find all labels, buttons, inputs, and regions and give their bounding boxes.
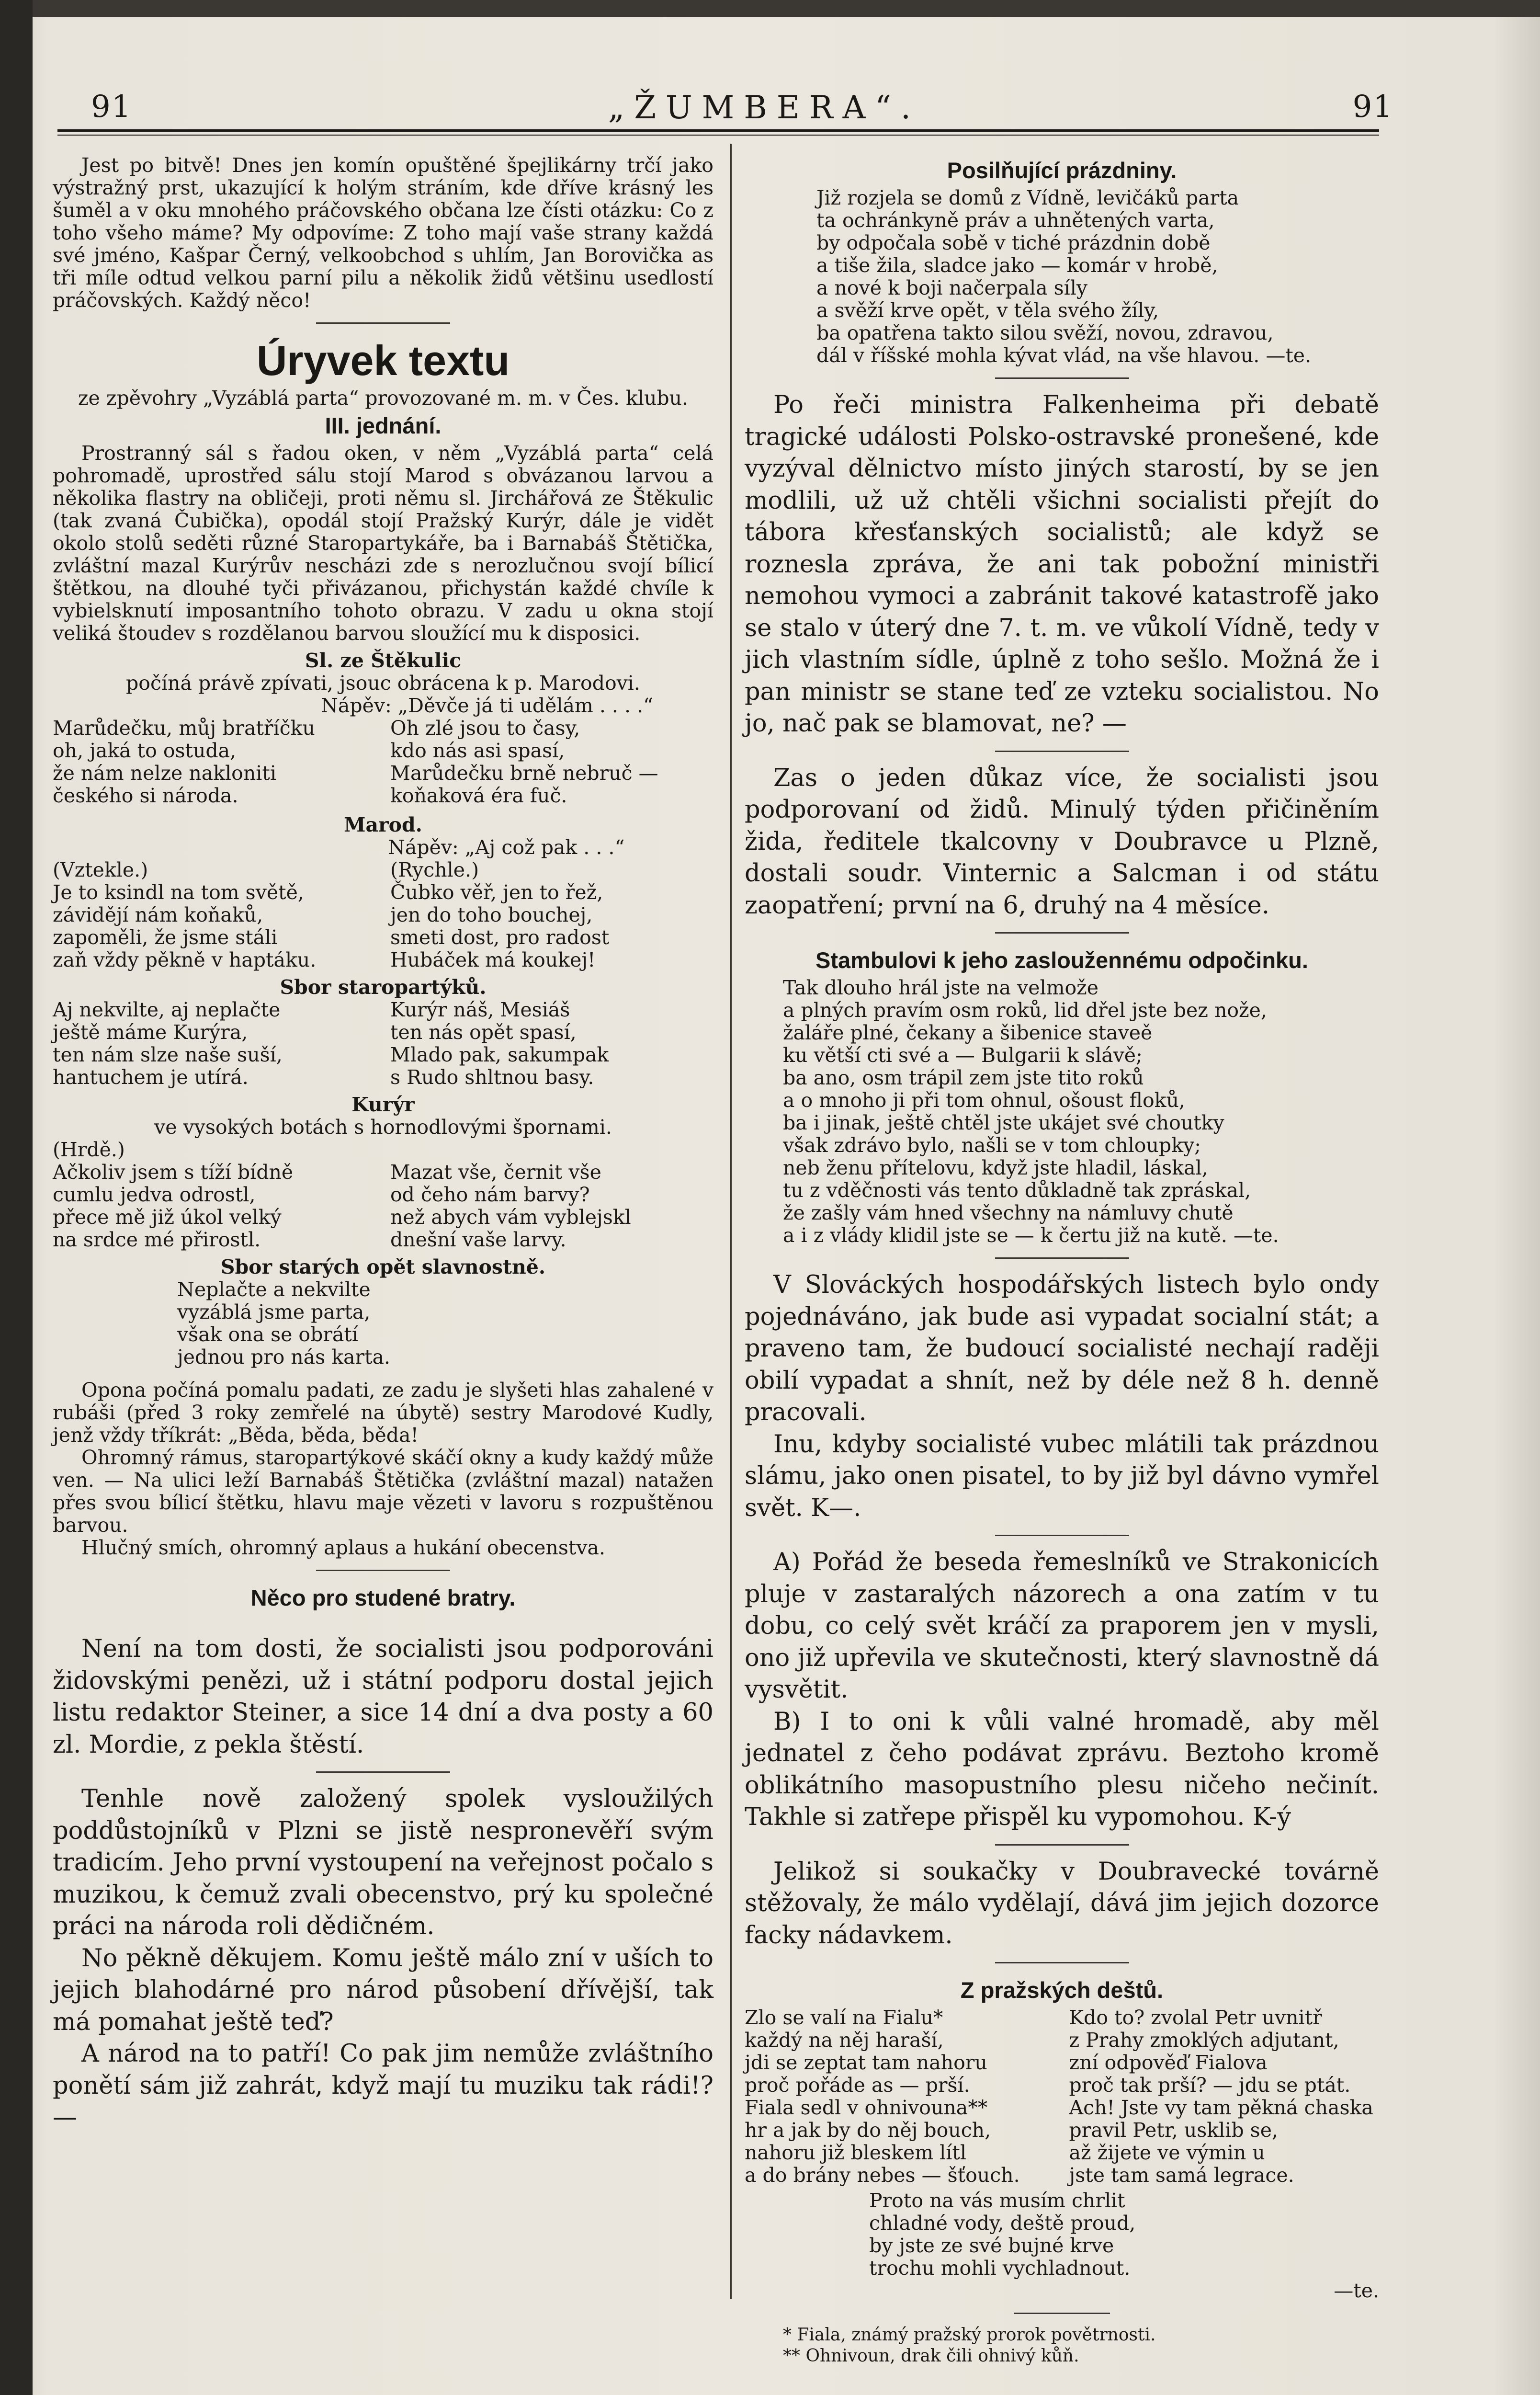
- verse-block: [53, 717, 713, 807]
- verse-line: že nám nelze nakloniti: [53, 762, 276, 785]
- separator: [1014, 2313, 1110, 2314]
- article-paragraph: Zas o jeden důkaz více, že socialisti jsou podporovaní od židů. Minulý týden přičiněním žida, ředitele tkalcovny v Doubravce u Plzně, dostali soudr. Vinternic a Salcman i od státu zaopatření; první na 6, druhý na 4 měsíce.: [745, 764, 1379, 920]
- verse-line: a tiše žila, sladce jako — komár v hrobě,: [816, 254, 1218, 277]
- verse-line: Ach! Jste vy tam pěkná chaska: [1069, 2096, 1373, 2119]
- verse-line: Aj nekvilte, aj neplačte: [53, 998, 281, 1021]
- verse-line: (Rychle.): [390, 858, 479, 881]
- verse-line: zapoměli, že jsme stáli: [53, 926, 278, 949]
- verse-line: českého si národa.: [53, 784, 238, 807]
- verse-line: Neplačte a nekvilte: [177, 1278, 371, 1301]
- verse-line: Mazat vše, černit vše: [390, 1161, 601, 1184]
- verse-line: by odpočala sobě v tiché prázdnin době: [816, 231, 1211, 254]
- stage-note: počíná právě zpívati, jsouc obrácena k p. Marodovi.: [126, 672, 640, 695]
- closing-direction: Hlučný smích, ohromný aplaus a hukání obecenstva.: [81, 1536, 605, 1559]
- verse-line: jdi se zeptat tam nahoru: [745, 2051, 987, 2074]
- verse-left: [53, 999, 376, 1089]
- verse-line: kdo nás asi spasí,: [390, 739, 565, 762]
- verse-line: Oh zlé jsou to časy,: [390, 717, 580, 740]
- verse-right: [390, 1139, 713, 1251]
- verse-line: nahoru již bleskem lítl: [745, 2141, 966, 2164]
- footnote: * Fiala, známý pražský prorok povětrnosti.: [783, 2325, 1156, 2345]
- verse-line: jednou pro nás karta.: [177, 1346, 391, 1369]
- verse-line: přece mě již úkol velký: [53, 1206, 282, 1229]
- cast-name: Sbor starých opět slavnostně.: [220, 1255, 546, 1278]
- verse-line: ku větší cti své a — Bulgarii k slávě;: [783, 1044, 1143, 1067]
- verse-line: až žijete ve výmin u: [1069, 2141, 1265, 2164]
- verse-right: [1069, 2007, 1380, 2187]
- stage-note: ve vysokých botách s hornodlovými špornami.: [154, 1116, 612, 1139]
- verse-line: od čeho nám barvy?: [390, 1183, 590, 1206]
- verse-line: smeti dost, pro radost: [390, 926, 610, 949]
- column-divider: [730, 144, 732, 2299]
- tune-note: Nápěv: „Děvče já ti udělám . . . .“: [321, 694, 654, 717]
- article-paragraph: V Slováckých hospodářských listech bylo ondy pojednáváno, jak bude asi vypadat socialní stát; a praveno tam, že budoucí socialisté nechají raději obilí vypadat a shnít, než by déle než 8 h. denně pracovali.: [745, 1271, 1379, 1426]
- verse-line: (Vztekle.): [53, 858, 148, 881]
- separator: [316, 1570, 450, 1571]
- verse-line: [390, 1139, 713, 1161]
- verse-line: jen do toho bouchej,: [390, 903, 593, 926]
- verse-block: [53, 999, 713, 1089]
- verse-line: a i z vlády klidil jste se — k čertu již na kutě. —te.: [783, 1224, 1279, 1247]
- masthead-title: „ŽUMBERA“.: [608, 89, 921, 126]
- verse-line: než abych vám vyblejskl: [390, 1206, 631, 1229]
- article-paragraph: Inu, kdyby socialisté vubec mlátili tak prázdnou slámu, jako onen pisatel, to by již byl dávno vymřel svět. K—.: [745, 1430, 1379, 1522]
- verse-line: pravil Petr, usklib se,: [1069, 2119, 1278, 2142]
- verse-line: zní odpověď Fialova: [1069, 2051, 1268, 2074]
- header-rule: [57, 129, 1379, 132]
- verse-block: [53, 859, 713, 971]
- verse-left: [745, 2007, 1055, 2187]
- header-rule-thin: [57, 135, 1379, 136]
- separator: [995, 1535, 1129, 1536]
- verse-line: dnešní vaše larvy.: [390, 1228, 566, 1251]
- article-paragraph: A národ na to patří! Co pak jim nemůže zvláštního ponětí sám již zahrát, když mají tu muziku tak rádi!? —: [53, 2040, 713, 2132]
- verse-left: [53, 717, 376, 807]
- verse-line: Tak dlouho hrál jste na velmože: [783, 976, 1099, 999]
- separator: [995, 1844, 1129, 1846]
- verse-line: Je to ksindl na tom světě,: [53, 881, 304, 904]
- verse-line: z Prahy zmoklých adjutant,: [1069, 2029, 1339, 2052]
- verse-line: ten nám slze naše suší,: [53, 1043, 283, 1066]
- verse-line: hantuchem je utírá.: [53, 1066, 249, 1089]
- separator: [995, 751, 1129, 752]
- verse-line: (Hrdě.): [53, 1138, 125, 1161]
- verse-line: na srdce mé přirostl.: [53, 1228, 261, 1251]
- verse-line: že zašly vám hned všechny na námluvy chutě: [783, 1201, 1234, 1224]
- article-title-neco: Něco pro studené bratry.: [250, 1585, 516, 1610]
- verse-line: ten nás opět spasí,: [390, 1021, 577, 1044]
- verse-line: ba i jinak, ještě chtěl jste ukájet své choutky: [783, 1111, 1224, 1134]
- article-subtitle: ze zpěvohry „Vyzáblá parta“ provozované m. m. v Čes. klubu.: [78, 387, 689, 410]
- verse-block: [177, 1278, 713, 1369]
- verse-block: [783, 977, 1379, 1247]
- cast-name: Sbor staropartýků.: [280, 976, 487, 999]
- verse-line: tu z vděčnosti vás tento důkladně tak zpráskal,: [783, 1179, 1251, 1202]
- article-paragraph: Není na tom dosti, že socialisti jsou podporováni židovskými penězi, už i státní podporu dostal jejich listu redaktor Steiner, a sice 14 dní a dva posty a 60 zl. Mordie, z pekla štěstí.: [53, 1635, 713, 1759]
- verse-line: Zlo se valí na Fialu*: [745, 2006, 943, 2029]
- closing-direction: Opona počíná pomalu padati, ze zadu je slyšeti hlas zahalené v rubáši (před 3 roky zemřelé na úbytě) sestry Marodové Kudly, jenž vždy tříkrát: „Běda, běda, běda!: [53, 1379, 713, 1447]
- verse-block: [745, 2007, 1379, 2187]
- verse-line: ba ano, osm trápil zem jste tito roků: [783, 1066, 1144, 1089]
- verse-line: trochu mohli vychladnout.: [869, 2257, 1131, 2280]
- article-title-uryvek: Úryvek textu: [256, 337, 510, 384]
- verse-line: a svěží krve opět, v těla svého žíly,: [816, 299, 1159, 322]
- page-number-right: 91: [1352, 89, 1393, 125]
- verse-line: ba opatřena takto silou svěží, novou, zdravou,: [816, 321, 1274, 344]
- verse-line: Ačkoliv jsem s tíží bídně: [53, 1161, 294, 1184]
- cast-name: Sl. ze Štěkulic: [305, 649, 462, 672]
- verse-line: a nové k boji načerpala síly: [816, 276, 1088, 299]
- verse-line: však ona se obrátí: [177, 1323, 358, 1346]
- article-paragraph: A) Pořád že beseda řemeslníků ve Strakonicích pluje v zastaralých názorech a ona zatím v tu dobu, co celý svět kráčí za praporem jen v mysli, ono již upřevila ve skutečnosti, který slavnostně dá vysvětit.: [745, 1548, 1379, 1704]
- verse-left: [53, 859, 376, 971]
- left-column: [53, 154, 713, 2134]
- separator: [995, 932, 1129, 934]
- verse-line: a plných pravím osm roků, lid dřel jste bez nože,: [783, 999, 1267, 1022]
- separator: [995, 377, 1129, 379]
- verse-line: ještě máme Kurýra,: [53, 1021, 248, 1044]
- article-paragraph: Po řeči ministra Falkenheima při debatě tragické události Polsko-ostravské pronešené, kde vyzýval dělnictvo místo jiných starostí, by se jen modlili, už už chtěli všichni socialisti přejít do tábora křesťanských socialistů; ale když se roznesla zpráva, že ani tak pobožní ministři nemohou vymoci a zabránit takové katastrofě jako se stalo v úterý dne 7. t. m. ve vůkolí Vídně, tedy v jich vlastním sídle, úplně z toho sešlo. Možná že i pan ministr se stane teď ze vzteku socialistou. No jo, nač pak se blamovat, ne? —: [745, 391, 1379, 738]
- article-paragraph: No pěkně děkujem. Komu ještě málo zní v uších to jejich blahodárné pro národ působení dřívější, tak má pomahat ještě teď?: [53, 1944, 713, 2036]
- verse-line: jste tam samá legrace.: [1069, 2164, 1294, 2187]
- verse-line: proč tak prší? — jdu se ptát.: [1069, 2074, 1351, 2097]
- verse-right: [390, 859, 713, 971]
- article-paragraph: Jelikož si soukačky v Doubravecké továrně stěžovaly, že málo vydělají, dává jim jejich dozorce facky nádavkem.: [745, 1857, 1379, 1950]
- footnote: ** Ohnivoun, drak čili ohnivý kůň.: [783, 2346, 1079, 2366]
- verse-line: cumlu jedva odrostl,: [53, 1183, 256, 1206]
- article-paragraph: Tenhle nově založený spolek vysloužilých poddůstojníků v Plzni se jistě nespronevěří svým tradicím. Jeho první vystoupení na veřejnost počalo s muzikou, k čemuž zvali obecenstvo, prý ku společné práci na národa roli dědičném.: [53, 1785, 713, 1940]
- verse-line: ta ochránkyně práv a uhnětených varta,: [816, 209, 1215, 232]
- verse-line: chladné vody, deště proud,: [869, 2212, 1136, 2235]
- page-number-left: 91: [91, 89, 132, 125]
- verse-line: hr a jak by do něj bouch,: [745, 2119, 991, 2142]
- separator: [995, 1962, 1129, 1963]
- verse-line: oh, jaká to ostuda,: [53, 739, 237, 762]
- cast-name: Marod.: [344, 813, 422, 836]
- verse-line: s Rudo shltnou basy.: [390, 1066, 594, 1089]
- verse-line: Čubko věř, jen to řež,: [390, 881, 603, 904]
- verse-line: Kdo to? zvolal Petr uvnitř: [1069, 2006, 1322, 2029]
- verse-line: dál v říšské mohla kývat vlád, na vše hlavou. —te.: [816, 344, 1312, 367]
- verse-block: [816, 187, 1379, 367]
- tune-note: Nápěv: „Aj což pak . . .“: [388, 836, 625, 859]
- stage-directions: Prostranný sál s řadou oken, v něm „Vyzáblá parta“ celá pohromadě, uprostřed sálu stojí Marod s obvázanou larvou a několika flastry na obličeji, proti němu sl. Jirchářová ze Štěkulic (tak zvaná Čubička), opodál stojí Pražský Kurýr, dále je vidět okolo stolů seděti různé Staropartykáře, ba i Barnabáš Štětička, zvláštní mazal Kurýrův nescházi zde s nerozlučnou svojí bílicí štětkou, na dlouhé tyči přivázanou, přichystán každé chvíle k vybielsknutí imposantního tohoto obrazu. V zadu u okna stojí veliká štoudev s rozdělanou barvou sloužící mu k disposici.: [53, 442, 713, 645]
- verse-line: však zdrávo bylo, našli se v tom chloupky;: [783, 1134, 1201, 1157]
- verse-line: a do brány nebes — šťouch.: [745, 2164, 1020, 2187]
- intro-paragraph: Jest po bitvě! Dnes jen komín opuštěné špejlikárny trčí jako výstražný prst, ukazující k holým stráním, kde dříve krásný les šuměl a v oku mnohého práčovského občana lze čísti otázku: Co z toho všeho máme? My odpovíme: Z toho mají vaše strany každá své jméno, Kašpar Černý, velkoobchod s uhlím, Jan Borovička as tři míle odtud velkou parní pilu a několik židů většinu usedlostí práčovských. Každý něco!: [53, 154, 713, 312]
- verse-block: [53, 1139, 713, 1251]
- verse-right: [390, 717, 713, 807]
- verse-line: Již rozjela se domů z Vídně, levičáků parta: [816, 186, 1239, 209]
- verse-line: Proto na vás musím chrlit: [869, 2189, 1125, 2212]
- verse-line: neb ženu přítelovu, když jste hladil, láskal,: [783, 1156, 1208, 1179]
- verse-line: Hubáček má koukej!: [390, 948, 596, 971]
- verse-line: Marůdečku, můj bratříčku: [53, 717, 315, 740]
- verse-right: [390, 999, 713, 1089]
- verse-line: by jste ze své bujné krve: [869, 2234, 1114, 2257]
- right-column: [745, 154, 1379, 2367]
- act-heading: III. jednání.: [325, 413, 442, 438]
- scan-left-edge: [0, 0, 33, 2395]
- verse-line: Marůdečku brně nebruč —: [390, 762, 658, 785]
- verse-line: proč pořáde as — prší.: [745, 2074, 970, 2097]
- verse-line: Kurýr náš, Mesiáš: [390, 998, 570, 1021]
- verse-block: [869, 2190, 1379, 2280]
- verse-line: Mlado pak, sakumpak: [390, 1043, 609, 1066]
- verse-line: žaláře plné, čekany a šibenice staveě: [783, 1021, 1153, 1044]
- poem-signature: —te.: [1334, 2279, 1379, 2302]
- separator: [316, 322, 450, 324]
- verse-line: každý na něj haraší,: [745, 2029, 944, 2052]
- article-title-posilnujici: Posilňující prázdniny.: [947, 158, 1177, 183]
- article-paragraph: B) I to oni k vůli valné hromadě, aby měl jednatel z čeho podávat zprávu. Beztoho kromě oblikátního masopustního plesu ničeho nečinít. Takhle si zatřepe přispěl ku vypomohou. K-ý: [745, 1707, 1379, 1831]
- article-title-stambulovi: Stambulovi k jeho zasloužennému odpočinku.: [815, 947, 1308, 973]
- verse-left: [53, 1139, 376, 1251]
- verse-line: závidějí nám koňaků,: [53, 903, 263, 926]
- verse-line: Fiala sedl v ohnivouna**: [745, 2096, 988, 2119]
- scan-top-edge: [0, 0, 1540, 17]
- cast-name: Kurýr: [351, 1093, 415, 1116]
- separator: [995, 1257, 1129, 1259]
- verse-line: a o mnoho ji při tom ohnul, ošoust floků,: [783, 1089, 1185, 1112]
- verse-line: koňaková éra fuč.: [390, 784, 567, 807]
- verse-line: zaň vždy pěkně v haptáku.: [53, 948, 317, 971]
- separator: [316, 1771, 450, 1773]
- closing-direction: Ohromný rámus, staropartýkové skáčí okny a kudy každý může ven. — Na ulici leží Barnabáš Štětička (zvláštní mazal) natažen přes svou bílicí štětku, hlavu maje vězeti v lavoru s rozpuštěnou barvou.: [53, 1446, 713, 1537]
- verse-line: vyzáblá jsme parta,: [177, 1300, 371, 1323]
- article-title-prazskych: Z pražských deštů.: [960, 1977, 1164, 2003]
